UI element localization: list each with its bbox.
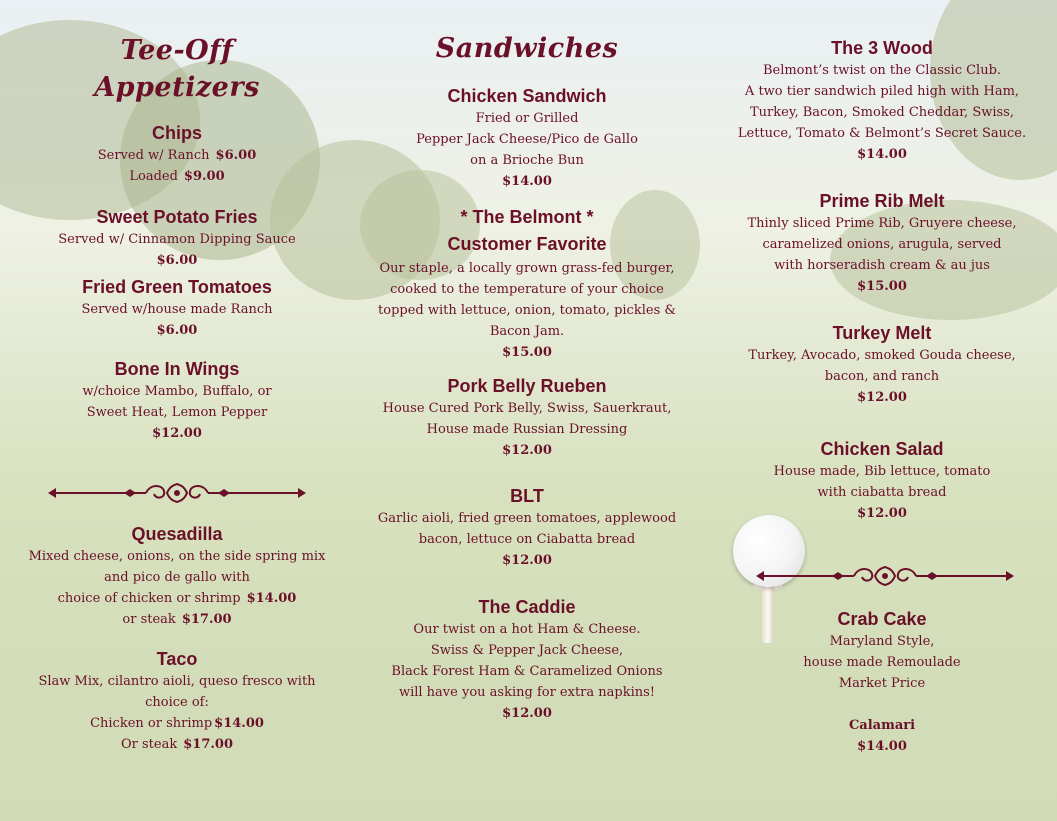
menu-item-the-caddie: The Caddie Our twist on a hot Ham & Cheese. Swiss & Pepper Jack Cheese, Black Forest Ham & Caramelized Onions will have you asking for extra napkins! $12.00 xyxy=(362,595,692,724)
appetizers-title: Tee-Off Appetizers xyxy=(94,35,260,103)
menu-item-prime-rib-melt: Prime Rib Melt Thinly sliced Prime Rib, Gruyere cheese, caramelized onions, arugula, served with horseradish cream & au jus $15.00 xyxy=(722,189,1042,297)
item-price: $14.00 xyxy=(214,716,264,731)
ornament-divider-icon xyxy=(754,563,1016,589)
menu-item-the-3-wood: The 3 Wood Belmont’s twist on the Classic Club. A two tier sandwich piled high with Ham, Turkey, Bacon, Smoked Cheddar, Swiss, Lettuce, Tomato & Belmont’s Secret Sauce. $14.00 xyxy=(722,36,1042,165)
item-price: $14.00 xyxy=(246,591,297,606)
menu-item-fried-green-tomatoes: Fried Green Tomatoes Served w/house made Ranch $6.00 xyxy=(22,275,332,341)
item-price: $12.00 xyxy=(502,553,552,568)
item-price: $17.00 xyxy=(183,737,233,752)
item-price: $17.00 xyxy=(181,612,232,627)
menu-item-pork-belly-rueben: Pork Belly Rueben House Cured Pork Belly, Swiss, Sauerkraut, House made Russian Dressing $12.00 xyxy=(362,374,692,461)
item-price: $14.00 xyxy=(857,147,907,162)
menu-item-the-belmont: * The Belmont * Customer Favorite Our staple, a locally grown grass-fed burger, cooked to the temperature of your choice topped with lettuce, onion, tomato, pickles & Bacon Jam. $15.00 xyxy=(362,204,692,363)
item-price: $15.00 xyxy=(857,279,907,294)
menu-item-chips: Chips Served w/ Ranch $6.00 Loaded $9.00 xyxy=(22,121,332,187)
sandwiches-column xyxy=(362,0,692,821)
menu-item-sweet-potato-fries: Sweet Potato Fries Served w/ Cinnamon Dipping Sauce $6.00 xyxy=(22,205,332,271)
menu-item-chicken-salad: Chicken Salad House made, Bib lettuce, tomato with ciabatta bread $12.00 xyxy=(722,437,1042,524)
item-price: $12.00 xyxy=(152,426,202,441)
menu-item-turkey-melt: Turkey Melt Turkey, Avocado, smoked Gouda cheese, bacon, and ranch $12.00 xyxy=(722,321,1042,408)
golf-tee-stem xyxy=(762,585,774,643)
item-price: $6.00 xyxy=(156,323,198,338)
menu-item-taco: Taco Slaw Mix, cilantro aioli, queso fresco with choice of: Chicken or shrimp $14.00 Or steak $17.00 xyxy=(38,649,316,752)
item-price: $12.00 xyxy=(502,443,552,458)
sandwiches-title: Sandwiches xyxy=(435,33,619,64)
item-price: $6.00 xyxy=(215,148,257,163)
item-price: $6.00 xyxy=(156,253,198,268)
item-price: $15.00 xyxy=(502,345,552,360)
menu-item-bone-in-wings: Bone In Wings w/choice Mambo, Buffalo, or Sweet Heat, Lemon Pepper $12.00 xyxy=(22,357,332,444)
item-price: $9.00 xyxy=(183,169,225,184)
item-price: $12.00 xyxy=(502,706,552,721)
menu-item-quesadilla: Quesadilla Mixed cheese, onions, on the side spring mix and pico de gallo with choice of chicken or shrimp $14.00 or steak $17.00 xyxy=(28,524,326,627)
item-price: $14.00 xyxy=(502,174,552,189)
appetizers-column xyxy=(22,0,332,821)
menu-item-chicken-sandwich: Chicken Sandwich Fried or Grilled Pepper Jack Cheese/Pico de Gallo on a Brioche Bun $14.00 xyxy=(362,84,692,192)
menu-item-calamari: Calamari $14.00 xyxy=(722,715,1042,757)
item-name: Chips xyxy=(151,123,202,143)
item-price: $12.00 xyxy=(857,506,907,521)
specialty-column xyxy=(722,0,1042,821)
ornament-divider-icon xyxy=(46,480,308,506)
menu-item-crab-cake: Crab Cake Maryland Style, house made Remoulade Market Price xyxy=(803,609,961,691)
item-price: $14.00 xyxy=(857,739,907,754)
item-price: $12.00 xyxy=(857,390,907,405)
menu-item-blt: BLT Garlic aioli, fried green tomatoes, applewood bacon, lettuce on Ciabatta bread $12.00 xyxy=(362,484,692,571)
